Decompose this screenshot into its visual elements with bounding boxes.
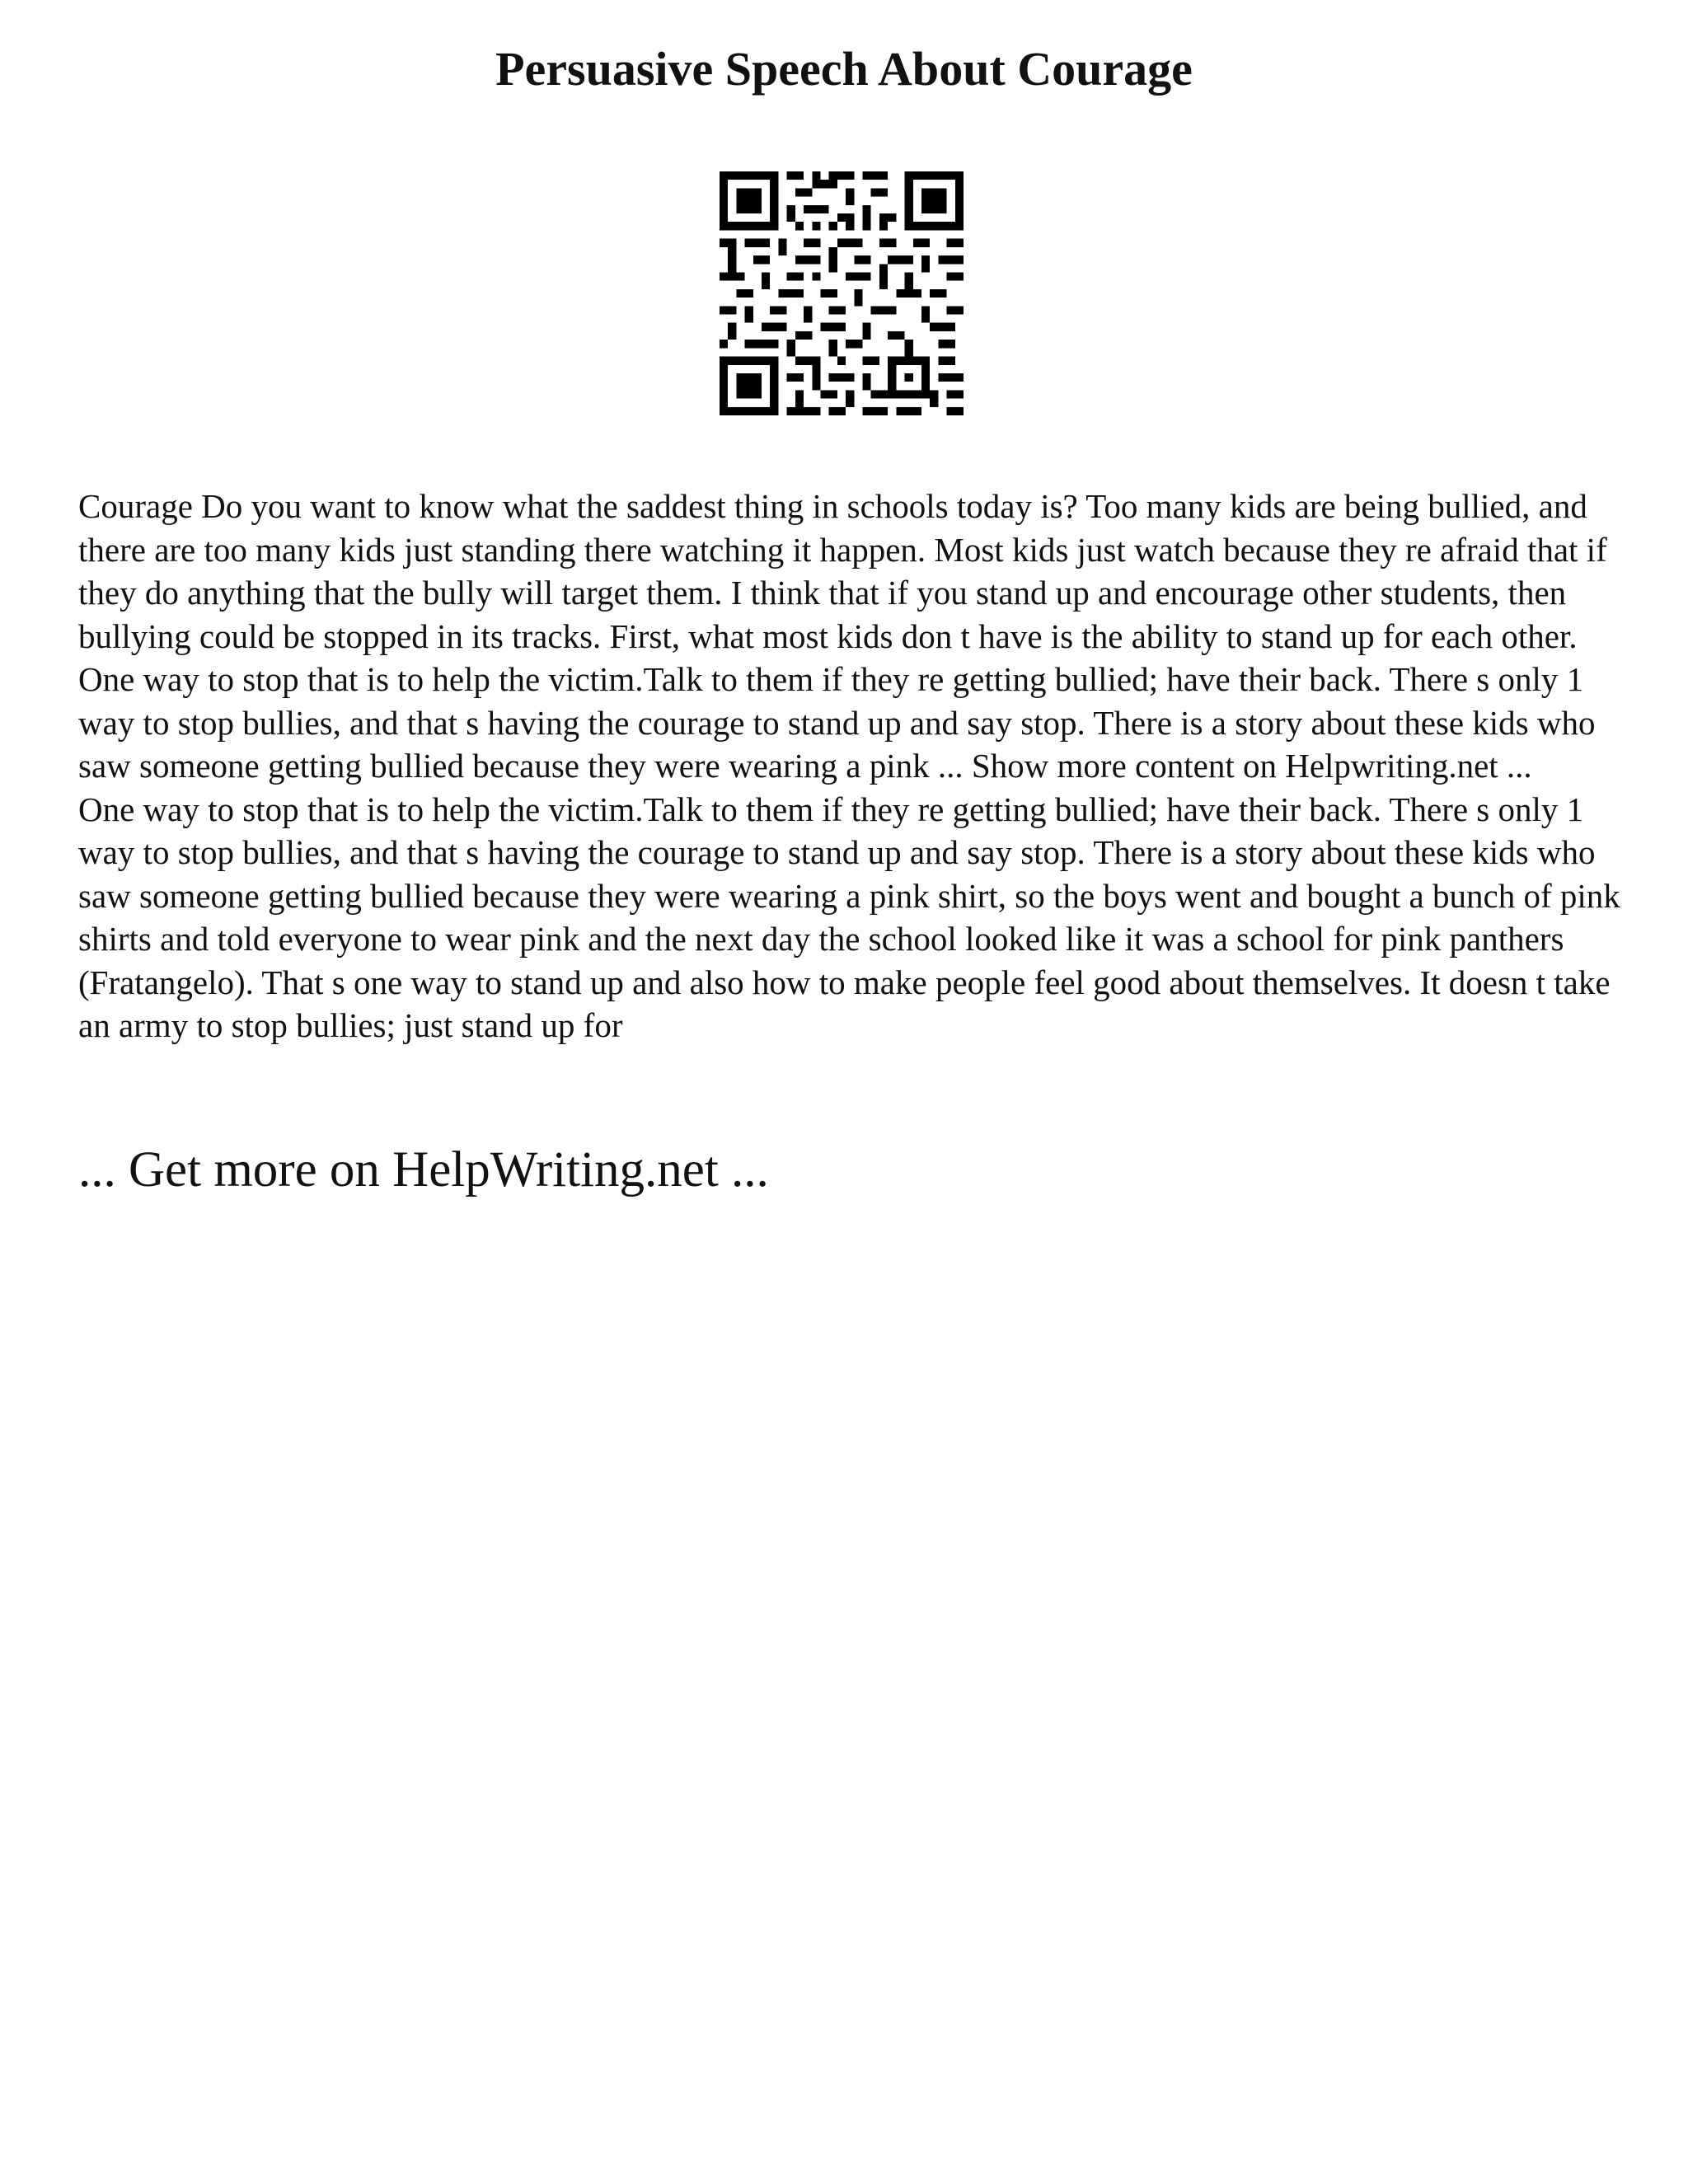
qr-code-icon bbox=[720, 171, 964, 415]
paragraph-1: Courage Do you want to know what the saddest thing in schools today is? Too many kids are being bullied, and there are too many kids just standing there watching it happen. Most kids just watch because they re afraid that if they do anything that the bully will target them. I think that if you stand up and encourage other students, then bullying could be stopped in its tracks. First, what most kids don t have is the ability to stand up for each other. One way to stop that is to help the victim.Talk to them if they re getting bullied; have their back. There s only 1 way to stop bullies, and that s having the courage to stand up and say stop. There is a story about these kids who saw someone getting bullied because they were wearing a pink ... Show more content on Helpwriting.net ... bbox=[78, 487, 1607, 785]
page-title: Persuasive Speech About Courage bbox=[495, 42, 1193, 96]
article-body bbox=[78, 485, 1628, 1047]
paragraph-2: One way to stop that is to help the victim.Talk to them if they re getting bullied; have their back. There s only 1 way to stop bullies, and that s having the courage to stand up and say stop. There is a story about these kids who saw someone getting bullied because they were wearing a pink shirt, so the boys went and bought a bunch of pink shirts and told everyone to wear pink and the next day the school looked like it was a school for pink panthers (Fratangelo). That s one way to stand up and also how to make people feel good about themselves. It doesn t take an army to stop bullies; just stand up for bbox=[78, 790, 1620, 1044]
get-more-link[interactable]: ... Get more on HelpWriting.net ... bbox=[78, 1142, 769, 1197]
